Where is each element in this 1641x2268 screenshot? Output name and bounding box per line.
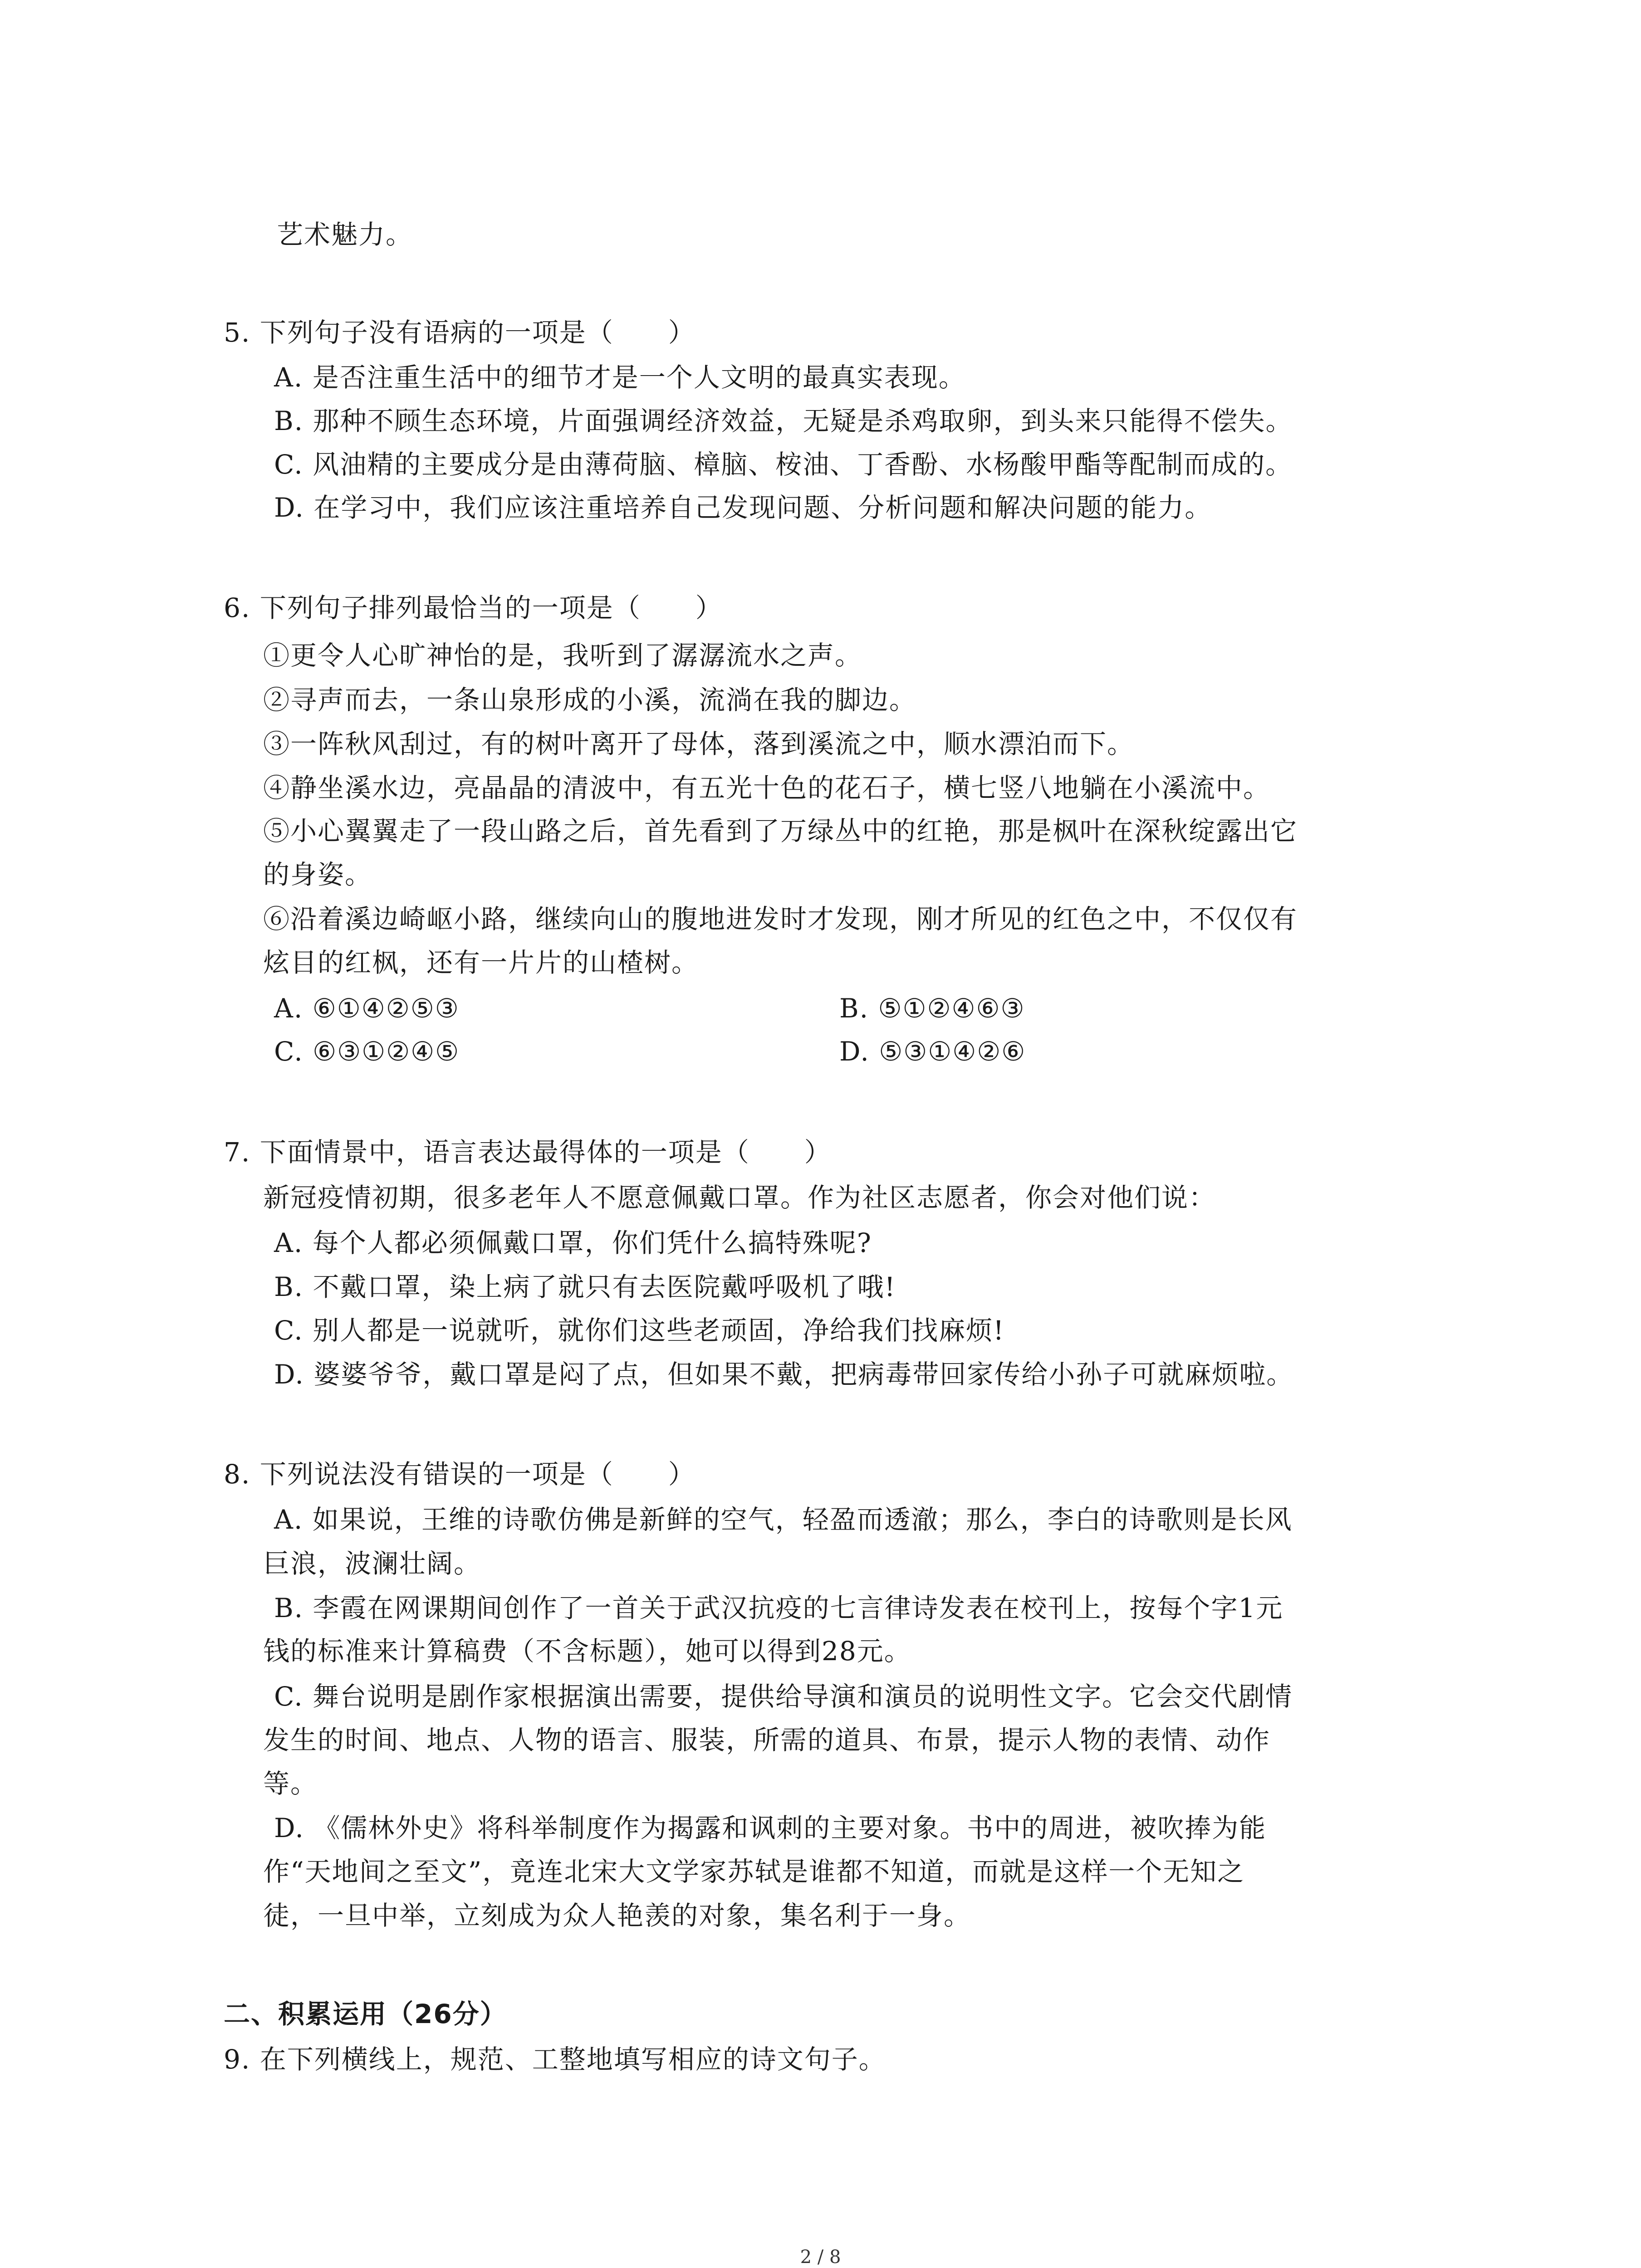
q6-sentence-4: ④静坐溪水边，亮晶晶的清波中，有五光十色的花石子，横七竖八地躺在小溪流中。 [263, 772, 1271, 803]
q6-sentence-5-cont: 的身姿。 [263, 859, 372, 890]
q7-context: 新冠疫情初期，很多老年人不愿意佩戴口罩。作为社区志愿者，你会对他们说： [263, 1182, 1216, 1213]
q8-option-b: B. 李霞在网课期间创作了一首关于武汉抗疫的七言律诗发表在校刊上，按每个字1元 [274, 1593, 1283, 1623]
q8-option-b-cont: 钱的标准来计算稿费（不含标题），她可以得到28元。 [263, 1636, 911, 1667]
q8-option-d-cont-1: 作“天地间之至文”，竟连北宋大文学家苏轼是谁都不知道，而就是这样一个无知之 [263, 1856, 1245, 1887]
q6-option-a: A. ⑥①④②⑤③ [274, 993, 460, 1024]
q6-sentence-6-cont: 炫目的红枫，还有一片片的山楂树。 [263, 947, 699, 978]
q8-option-a-cont: 巨浪，波澜壮阔。 [263, 1548, 481, 1579]
q6-option-b: B. ⑤①②④⑥③ [839, 993, 1025, 1024]
q5-option-c: C. 风油精的主要成分是由薄荷脑、樟脑、桉油、丁香酚、水杨酸甲酯等配制而成的。 [274, 449, 1293, 480]
q6-option-c: C. ⑥③①②④⑤ [274, 1036, 460, 1067]
q6-sentence-6: ⑥沿着溪边崎岖小路，继续向山的腹地进发时才发现，刚才所见的红色之中，不仅仅有 [263, 904, 1298, 934]
section-two-heading: 二、积累运用（26分） [224, 1999, 507, 2029]
q6-sentence-1: ①更令人心旷神怡的是，我听到了潺潺流水之声。 [263, 640, 862, 671]
q6-sentence-3: ③一阵秋风刮过，有的树叶离开了母体，落到溪流之中，顺水漂泊而下。 [263, 728, 1135, 759]
q6-sentence-2: ②寻声而去，一条山泉形成的小溪，流淌在我的脚边。 [263, 684, 917, 715]
q5-option-d: D. 在学习中，我们应该注重培养自己发现问题、分析问题和解决问题的能力。 [274, 492, 1212, 523]
page-number: 2 / 8 [800, 2247, 841, 2268]
q7-option-c: C. 别人都是一说就听，就你们这些老顽固，净给我们找麻烦! [274, 1315, 1005, 1346]
q8-option-c-cont-2: 等。 [263, 1768, 318, 1799]
q6-stem: 6. 下列句子排列最恰当的一项是（ ） [224, 592, 723, 623]
intro-tail-text: 艺术魅力。 [277, 219, 413, 250]
q6-sentence-5: ⑤小心翼翼走了一段山路之后，首先看到了万绿丛中的红艳，那是枫叶在深秋绽露出它 [263, 816, 1298, 846]
q8-option-c-cont-1: 发生的时间、地点、人物的语言、服装，所需的道具、布景，提示人物的表情、动作 [263, 1725, 1271, 1755]
q5-option-a: A. 是否注重生活中的细节才是一个人文明的最真实表现。 [274, 362, 966, 393]
q7-option-a: A. 每个人都必须佩戴口罩，你们凭什么搞特殊呢? [274, 1227, 872, 1258]
q7-option-b: B. 不戴口罩，染上病了就只有去医院戴呼吸机了哦! [274, 1271, 896, 1302]
q8-option-d-cont-2: 徒，一旦中举，立刻成为众人艳羡的对象，集名利于一身。 [263, 1900, 971, 1931]
q9-stem: 9. 在下列横线上，规范、工整地填写相应的诗文句子。 [224, 2044, 886, 2075]
q7-stem: 7. 下面情景中，语言表达最得体的一项是（ ） [224, 1137, 832, 1168]
q7-option-d: D. 婆婆爷爷，戴口罩是闷了点，但如果不戴，把病毒带回家传给小孙子可就麻烦啦。 [274, 1359, 1294, 1390]
q8-option-a: A. 如果说，王维的诗歌仿佛是新鲜的空气，轻盈而透澈；那么，李白的诗歌则是长风 [274, 1504, 1293, 1535]
q8-stem: 8. 下列说法没有错误的一项是（ ） [224, 1459, 696, 1490]
q5-option-b: B. 那种不顾生态环境，片面强调经济效益，无疑是杀鸡取卵，到头来只能得不偿失。 [274, 406, 1293, 436]
q5-stem: 5. 下列句子没有语病的一项是（ ） [224, 317, 696, 348]
q8-option-c: C. 舞台说明是剧作家根据演出需要，提供给导演和演员的说明性文字。它会交代剧情 [274, 1681, 1293, 1712]
q8-option-d: D. 《儒林外史》将科举制度作为揭露和讽刺的主要对象。书中的周进，被吹捧为能 [274, 1813, 1267, 1843]
q6-option-d: D. ⑤③①④②⑥ [839, 1036, 1026, 1067]
